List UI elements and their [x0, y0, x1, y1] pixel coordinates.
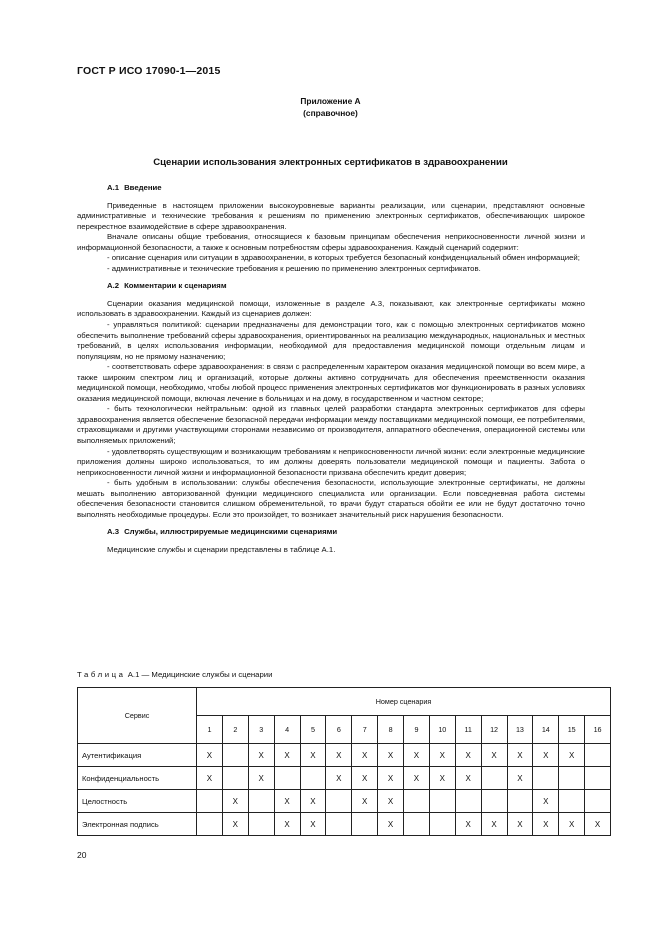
scenario-mark-cell: X [507, 813, 533, 836]
section-heading-a1: А.1 Введение [107, 183, 162, 192]
body-text [77, 183, 585, 556]
scenario-number-cell: 16 [585, 716, 611, 744]
list-item: - административные и технические требования к решению по применению электронных сертификатов. [107, 263, 481, 273]
scenario-mark-cell: X [429, 744, 455, 767]
scenario-mark-cell [352, 813, 378, 836]
table-row [78, 790, 611, 813]
scenario-number-cell: 2 [222, 716, 248, 744]
paragraph: Приведенные в настоящем приложении высокоуровневые варианты реализации, или сценарии, представляют основные административные и технические требования к решениям по применению электронных сертификатов, обеспечивающих широкое перекрестное взаимодействие в сфере здравоохранения. [77, 200, 585, 231]
scenario-mark-cell [197, 790, 223, 813]
scenario-mark-cell: X [326, 744, 352, 767]
list-item: - быть удобным в использовании: службы обеспечения безопасности, использующие электронные сертификаты, не должны мешать выполнению авторизованной функции медицинского специалиста или организации. Если повседневная работа системы обеспечения безопасности становится слишком обременительной, то врачи будут стараться обойти ее или не будут достаточно точно выполнять необходимые процедуры. Если это произойдет, то возникает значительный риск нарушения безопасности. [77, 478, 585, 519]
scenario-number-cell: 13 [507, 716, 533, 744]
scenario-number-header: Номер сценария [197, 688, 611, 716]
scenario-mark-cell [507, 790, 533, 813]
scenario-mark-cell [533, 767, 559, 790]
scenario-mark-cell: X [352, 744, 378, 767]
scenario-mark-cell [429, 813, 455, 836]
section-heading-a2: А.2 Комментарии к сценариям [107, 281, 227, 291]
scenario-mark-cell: X [352, 790, 378, 813]
scenario-mark-cell [429, 790, 455, 813]
paragraph: Сценарии оказания медицинской помощи, изложенные в разделе А.3, показывают, как электронные сертификаты можно использовать в здравоохранении. Каждый из сценариев должен: [77, 298, 585, 319]
scenario-mark-cell [326, 790, 352, 813]
scenario-number-cell: 10 [429, 716, 455, 744]
scenario-mark-cell: X [533, 790, 559, 813]
scenario-mark-cell: X [507, 767, 533, 790]
scenario-number-cell: 14 [533, 716, 559, 744]
document-title: Сценарии использования электронных сертификатов в здравоохранении [153, 157, 508, 168]
scenario-mark-cell [559, 767, 585, 790]
scenario-number-cell: 6 [326, 716, 352, 744]
scenario-mark-cell: X [274, 790, 300, 813]
scenario-mark-cell: X [300, 790, 326, 813]
service-name-cell: Электронная подпись [78, 813, 197, 836]
scenario-mark-cell: X [455, 767, 481, 790]
scenario-mark-cell: X [481, 744, 507, 767]
scenario-mark-cell [585, 767, 611, 790]
services-table [77, 687, 611, 836]
scenario-number-cell: 3 [248, 716, 274, 744]
list-item: - управляться политикой: сценарии предназначены для демонстрации того, как с помощью электронных сертификатов можно обеспечить выполнение требований сферы здравоохранения, ориентированных на реализацию международных, национальных и местных требований, в целях использования информации, необходимой для предоставления медицинской помощи отдельным лицам и популяциям, но не прямому назначению; [77, 320, 585, 361]
scenario-mark-cell [274, 767, 300, 790]
scenario-mark-cell: X [300, 744, 326, 767]
paragraph: Медицинские службы и сценарии представлены в таблице А.1. [107, 544, 336, 554]
scenario-mark-cell: X [326, 767, 352, 790]
list-item: - быть технологически нейтральным: одной из главных целей разработки стандарта электронных сертификатов для сферы здравоохранения является обеспечение безопасной передачи информации между поставщиками медицинской помощи, ее потребителями, страховщиками и другими участвующими сторонами независимо от производителя, аппаратного обеспечения, операционной системы или выполняемых приложений; [77, 404, 585, 446]
scenario-mark-cell: X [404, 767, 430, 790]
scenario-number-cell: 5 [300, 716, 326, 744]
scenario-mark-cell [248, 813, 274, 836]
scenario-mark-cell: X [378, 767, 404, 790]
scenario-number-cell: 9 [404, 716, 430, 744]
scenario-mark-cell: X [507, 744, 533, 767]
scenario-mark-cell: X [274, 744, 300, 767]
scenario-mark-cell: X [455, 744, 481, 767]
scenario-mark-cell: X [378, 744, 404, 767]
scenario-mark-cell [404, 790, 430, 813]
service-name-cell: Целостность [78, 790, 197, 813]
scenario-mark-cell: X [585, 813, 611, 836]
scenario-mark-cell: X [533, 744, 559, 767]
scenario-mark-cell: X [404, 744, 430, 767]
scenario-mark-cell: X [559, 813, 585, 836]
scenario-mark-cell [404, 813, 430, 836]
scenario-number-cell: 8 [378, 716, 404, 744]
scenario-mark-cell: X [429, 767, 455, 790]
scenario-number-cell: 12 [481, 716, 507, 744]
service-name-cell: Конфиденциальность [78, 767, 197, 790]
service-column-header: Сервис [78, 688, 197, 744]
scenario-mark-cell: X [559, 744, 585, 767]
scenario-mark-cell: X [197, 744, 223, 767]
scenario-mark-cell [585, 790, 611, 813]
paragraph: Вначале описаны общие требования, относящиеся к базовым принципам обеспечения неприкосновенности личной жизни и информационной безопасности, а также к основным потребностям сферы здравоохранения. Каждый сценарий содержит: [77, 232, 585, 252]
table-caption: Таблица А.1 — Медицинские службы и сценарии [77, 670, 273, 679]
appendix-title: Приложение А [300, 96, 361, 106]
list-item: - описание сценария или ситуации в здравоохранении, в которых требуется безопасный конфиденциальный обмен информацией; [107, 253, 580, 263]
scenario-mark-cell: X [378, 790, 404, 813]
appendix-subtitle: (справочное) [303, 108, 358, 118]
scenario-mark-cell [222, 767, 248, 790]
scenario-mark-cell: X [274, 813, 300, 836]
list-item: - удовлетворять существующим и возникающим требованиям к неприкосновенности личной жизни: если электронные медицинские приложения должны широко использоваться, то им должны доверять пользователи медицинской помощи и пациенты. Забота о неприкосновенности личной жизни и информационной безопасности призвана обеспечить кредит доверия; [77, 446, 585, 477]
scenario-mark-cell [326, 813, 352, 836]
scenario-mark-cell: X [248, 744, 274, 767]
scenario-mark-cell: X [300, 813, 326, 836]
scenario-mark-cell: X [222, 813, 248, 836]
page-number: 20 [77, 850, 87, 860]
table-row [78, 813, 611, 836]
scenario-mark-cell: X [197, 767, 223, 790]
scenario-mark-cell: X [378, 813, 404, 836]
scenario-mark-cell [197, 813, 223, 836]
scenario-mark-cell [248, 790, 274, 813]
scenario-number-cell: 1 [197, 716, 223, 744]
scenario-mark-cell: X [533, 813, 559, 836]
scenario-mark-cell [455, 790, 481, 813]
scenario-mark-cell: X [481, 813, 507, 836]
scenario-mark-cell: X [222, 790, 248, 813]
scenario-mark-cell: X [455, 813, 481, 836]
service-name-cell: Аутентификация [78, 744, 197, 767]
scenario-mark-cell: X [248, 767, 274, 790]
table-row [78, 767, 611, 790]
scenario-number-cell: 7 [352, 716, 378, 744]
scenario-mark-cell [559, 790, 585, 813]
standard-header: ГОСТ Р ИСО 17090-1—2015 [77, 65, 221, 77]
scenario-number-cell: 11 [455, 716, 481, 744]
appendix-label [0, 95, 661, 119]
scenario-number-cell: 15 [559, 716, 585, 744]
scenario-mark-cell [585, 744, 611, 767]
scenario-mark-cell [222, 744, 248, 767]
table-row [78, 744, 611, 767]
scenario-mark-cell [481, 790, 507, 813]
scenario-mark-cell: X [352, 767, 378, 790]
list-item: - соответствовать сфере здравоохранения: в связи с распределенным характером оказания медицинской помощи во всем мире, а также широким спектром лиц и организаций, которые должны активно сотрудничать для обеспечения преемственности оказания медицинской помощи, необходимо, чтобы любой процесс применения электронных сертификатов мог функционировать в разных условиях оказания медицинской помощи, включая лечение в больницах и на дому, в государственном и частном секторе; [77, 362, 585, 403]
section-heading-a3: А.3 Службы, иллюстрируемые медицинскими сценариями [107, 527, 338, 537]
scenario-number-cell: 4 [274, 716, 300, 744]
scenario-mark-cell [481, 767, 507, 790]
scenario-mark-cell [300, 767, 326, 790]
